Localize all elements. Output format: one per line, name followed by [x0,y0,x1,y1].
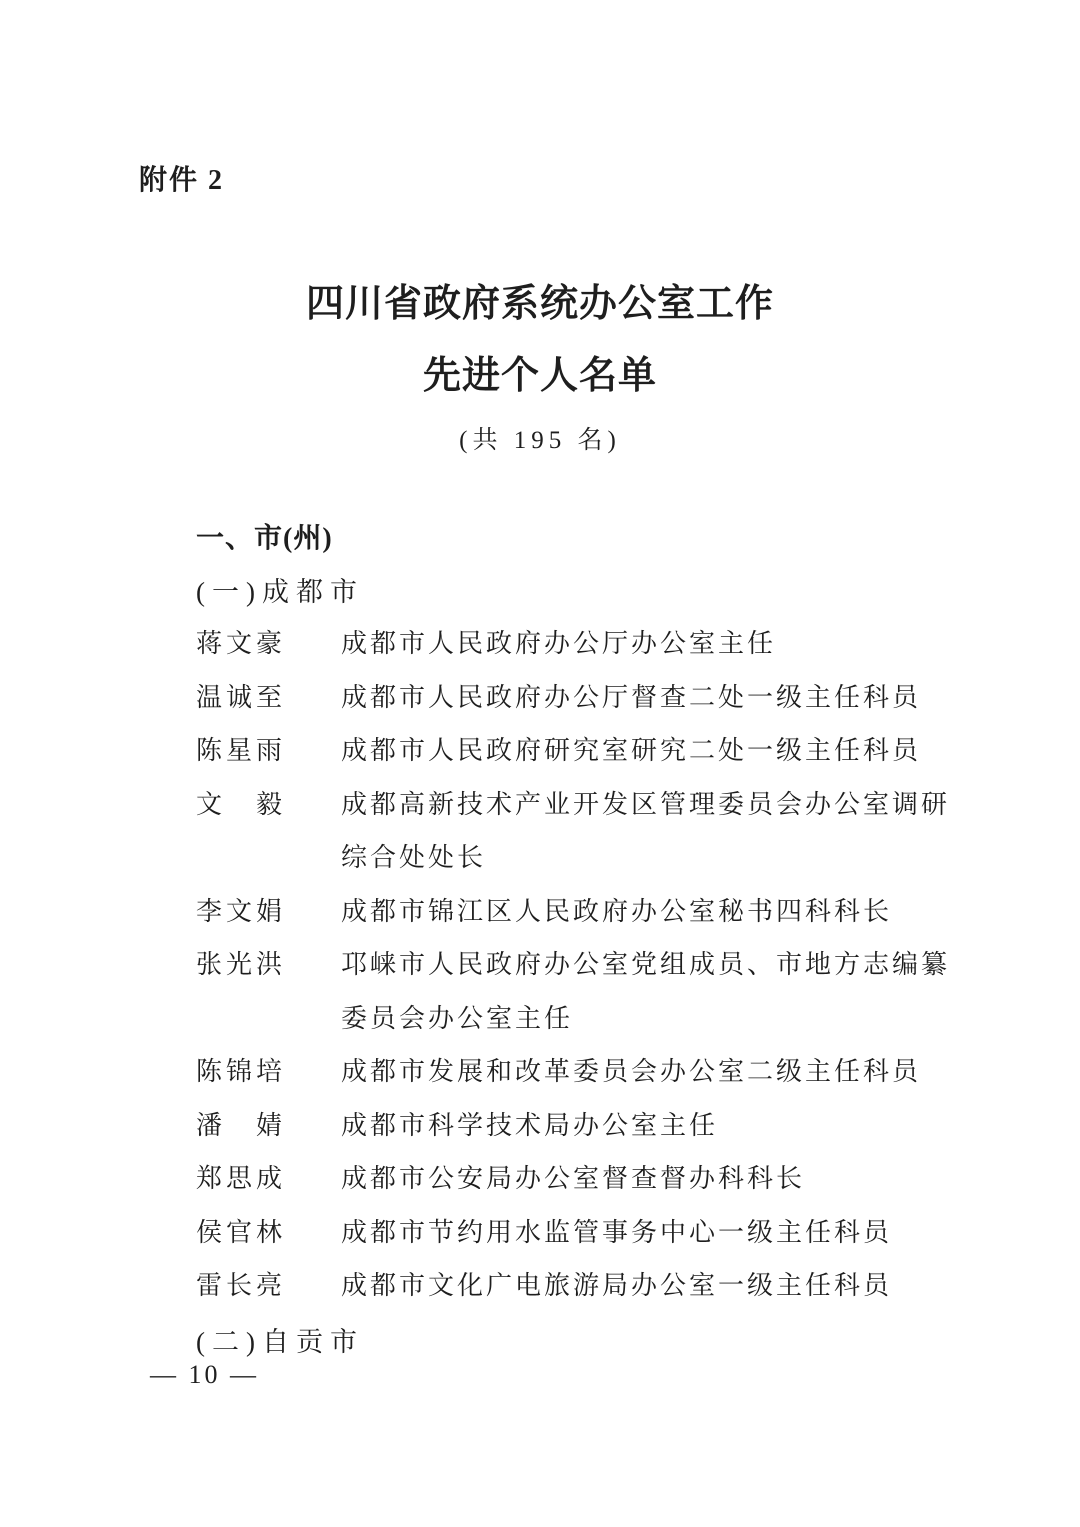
person-title: 成都市人民政府办公厅办公室主任 [341,629,777,658]
list-item [196,1206,986,1260]
subsection-heading-chengdu: (一)成都市 [196,577,364,607]
person-name: 侯官林 [196,1217,282,1247]
list-item [196,1259,986,1313]
person-name: 张光洪 [196,950,282,979]
person-title: 成都市人民政府办公厅督查二处一级主任科员 [341,682,922,712]
list-item [196,1099,986,1153]
entry-list [196,617,986,1313]
person-name: 李文娟 [196,896,282,926]
person-name: 陈锦培 [196,1057,282,1086]
person-title: 成都高新技术产业开发区管理委员会办公室调研综合处处长 [341,789,951,872]
page-number: — 10 — [150,1360,259,1389]
attachment-label: 附件 2 [139,165,225,196]
list-item [196,671,986,725]
person-title: 成都市发展和改革委员会办公室二级主任科员 [341,1057,922,1086]
list-item [196,778,986,885]
person-name: 蒋文豪 [196,629,282,658]
person-title: 邛崃市人民政府办公室党组成员、市地方志编纂委员会办公室主任 [341,950,951,1033]
section-heading-cities: 一、市(州) [196,523,333,554]
person-name: 郑思成 [196,1164,282,1193]
person-name: 温诚至 [196,682,282,712]
document-title-line2: 先进个人名单 [422,355,657,397]
person-title: 成都市锦江区人民政府办公室秘书四科科长 [341,896,893,926]
list-item [196,938,986,1045]
list-item [196,617,986,671]
subsection-heading-zigong: (二)自贡市 [196,1327,364,1357]
person-title: 成都市公安局办公室督查督办科科长 [341,1164,806,1193]
document-title [0,268,1080,412]
list-item [196,1045,986,1099]
person-name: 陈星雨 [196,736,282,765]
person-name: 文毅 [196,789,282,819]
document-title-line1: 四川省政府系统办公室工作 [305,283,774,325]
list-item [196,1152,986,1206]
person-name: 雷长亮 [196,1271,282,1300]
person-title: 成都市文化广电旅游局办公室一级主任科员 [341,1271,893,1300]
list-item [196,885,986,939]
person-title: 成都市科学技术局办公室主任 [341,1110,719,1140]
list-item [196,724,986,778]
person-name: 潘婧 [196,1110,282,1140]
count-note: (共 195 名) [459,427,621,454]
person-title: 成都市节约用水监管事务中心一级主任科员 [341,1217,893,1247]
person-title: 成都市人民政府研究室研究二处一级主任科员 [341,736,922,765]
